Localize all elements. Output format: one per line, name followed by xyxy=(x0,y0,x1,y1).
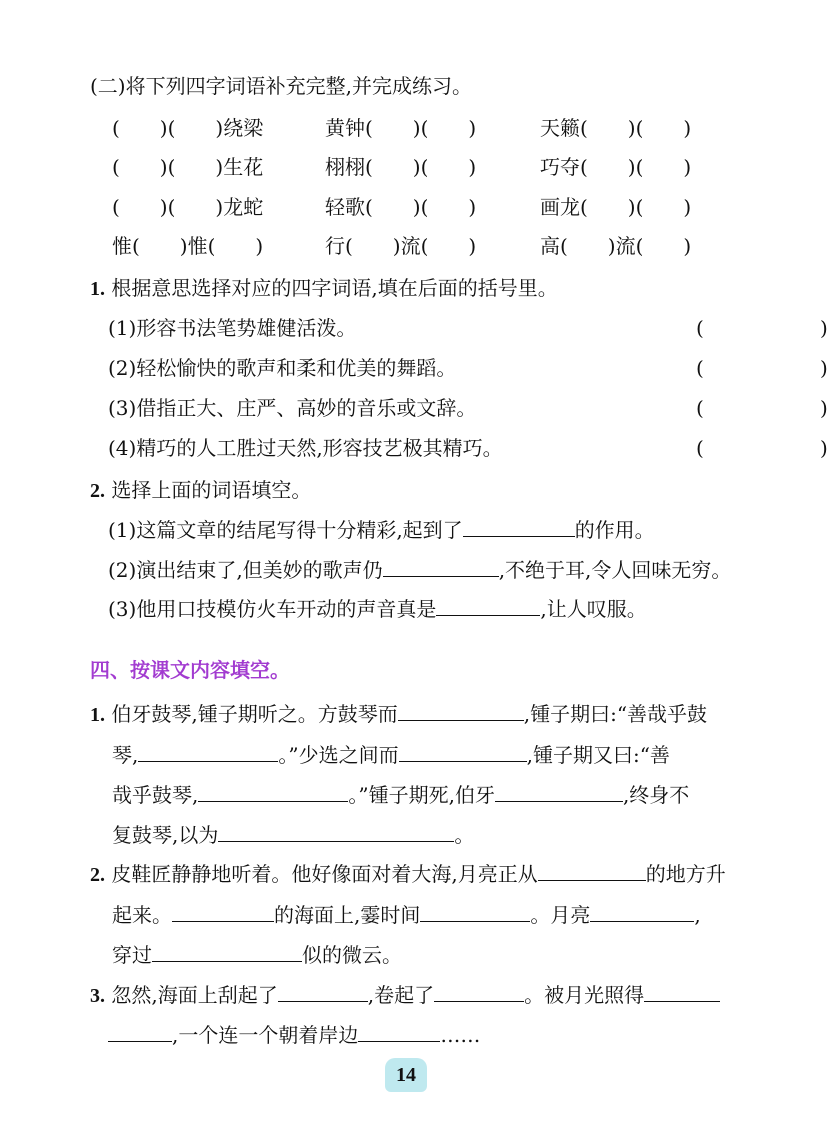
fill-blank[interactable] xyxy=(218,821,454,842)
answer-paren-close: ) xyxy=(820,396,828,420)
sentence-text: ,不绝于耳,令人回味无穷。 xyxy=(498,558,732,582)
passage-text: 。月亮 xyxy=(530,903,591,927)
passage-text: 。 xyxy=(454,823,475,847)
q2-sentence xyxy=(108,516,655,544)
question-number: 1. xyxy=(90,278,105,300)
grid-cell: 行( )流( ) xyxy=(325,234,477,258)
grid-cell: ( )( )绕梁 xyxy=(112,116,264,140)
passage-text: 琴, xyxy=(112,743,139,767)
fill-blank[interactable] xyxy=(399,741,527,762)
fill-blank[interactable] xyxy=(108,1021,172,1042)
q1-item xyxy=(108,434,828,462)
answer-paren-open[interactable]: ( xyxy=(696,316,704,340)
question-number: 1. xyxy=(90,704,105,726)
answer-paren-close: ) xyxy=(820,356,828,380)
fill-blank[interactable] xyxy=(420,901,530,922)
q1-item-text: (2)轻松愉快的歌声和柔和优美的舞蹈。 xyxy=(108,356,457,380)
fill-blank[interactable] xyxy=(152,941,302,962)
grid-cell: 天籁( )( ) xyxy=(540,116,692,140)
fill-blank[interactable] xyxy=(538,860,646,881)
passage-text: ,锺子期曰:“善哉乎鼓 xyxy=(523,702,708,726)
part2-title: (二)将下列四字词语补充完整,并完成练习。 xyxy=(90,74,472,98)
q1-item xyxy=(108,354,828,382)
grid-cell: 巧夺( )( ) xyxy=(540,155,692,179)
passage-text: 的海面上,霎时间 xyxy=(274,903,421,927)
passage-text: ,一个连一个朝着岸边 xyxy=(172,1023,359,1047)
grid-cell: 轻歌( )( ) xyxy=(325,195,477,219)
passage-line xyxy=(108,1021,480,1049)
passage-text: 皮鞋匠静静地听着。他好像面对着大海,月亮正从 xyxy=(111,862,538,886)
passage-text: ,锺子期又曰:“善 xyxy=(526,743,670,767)
q1-item-text: (4)精巧的人工胜过天然,形容技艺极其精巧。 xyxy=(108,436,503,460)
passage-line xyxy=(90,981,720,1010)
question-number: 3. xyxy=(90,985,105,1007)
question-number: 2. xyxy=(90,864,105,886)
q1-item-text: (1)形容书法笔势雄健活泼。 xyxy=(108,316,357,340)
section-heading: 四、按课文内容填空。 xyxy=(90,658,290,682)
q2-sentence xyxy=(108,595,647,623)
grid-cell: 栩栩( )( ) xyxy=(325,155,477,179)
question-text: 选择上面的词语填空。 xyxy=(111,478,312,502)
passage-text: 。”少选之间而 xyxy=(278,743,399,767)
q1-item xyxy=(108,394,828,422)
grid-cell: 画龙( )( ) xyxy=(540,195,692,219)
passage-text: , xyxy=(694,903,701,927)
passage-line xyxy=(90,860,726,889)
passage-text: 哉乎鼓琴, xyxy=(112,783,199,807)
answer-paren-close: ) xyxy=(820,436,828,460)
fill-blank[interactable] xyxy=(495,781,623,802)
passage-text: 。被月光照得 xyxy=(524,983,645,1007)
passage-line xyxy=(112,741,670,769)
passage-line xyxy=(90,700,707,729)
passage-text: 的地方升 xyxy=(645,862,726,886)
sentence-text: ,让人叹服。 xyxy=(540,597,647,621)
sentence-text: (3)他用口技模仿火车开动的声音真是 xyxy=(108,597,437,621)
question-1 xyxy=(90,274,558,303)
passage-text: 穿过 xyxy=(112,943,152,967)
fill-blank[interactable] xyxy=(198,781,348,802)
fill-blank[interactable] xyxy=(644,981,720,1002)
passage-line xyxy=(112,941,402,969)
sentence-text: (1)这篇文章的结尾写得十分精彩,起到了 xyxy=(108,518,463,542)
fill-blank[interactable] xyxy=(278,981,368,1002)
answer-paren-open[interactable]: ( xyxy=(696,396,704,420)
question-text: 根据意思选择对应的四字词语,填在后面的括号里。 xyxy=(111,276,558,300)
passage-text: 。”锺子期死,伯牙 xyxy=(348,783,495,807)
grid-cell: ( )( )生花 xyxy=(112,155,264,179)
fill-blank[interactable] xyxy=(358,1021,440,1042)
passage-text: ,终身不 xyxy=(622,783,690,807)
page-number-badge: 14 xyxy=(385,1058,427,1092)
q2-sentence xyxy=(108,556,731,584)
grid-cell: ( )( )龙蛇 xyxy=(112,195,264,219)
passage-text: ,卷起了 xyxy=(367,983,435,1007)
fill-blank[interactable] xyxy=(138,741,278,762)
passage-line xyxy=(112,901,701,929)
grid-cell: 黄钟( )( ) xyxy=(325,116,477,140)
answer-paren-close: ) xyxy=(820,316,828,340)
question-2 xyxy=(90,476,311,505)
answer-paren-open[interactable]: ( xyxy=(696,436,704,460)
passage-text: 起来。 xyxy=(112,903,172,927)
question-number: 2. xyxy=(90,480,105,502)
fill-blank[interactable] xyxy=(463,516,575,537)
sentence-text: 的作用。 xyxy=(574,518,655,542)
passage-line xyxy=(112,821,474,849)
passage-text: …… xyxy=(440,1023,481,1047)
sentence-text: (2)演出结束了,但美妙的歌声仍 xyxy=(108,558,383,582)
fill-blank[interactable] xyxy=(398,700,524,721)
fill-blank[interactable] xyxy=(172,901,274,922)
fill-blank[interactable] xyxy=(590,901,694,922)
fill-blank[interactable] xyxy=(436,595,540,616)
grid-cell: 惟( )惟( ) xyxy=(112,234,264,258)
passage-text: 复鼓琴,以为 xyxy=(112,823,219,847)
passage-text: 伯牙鼓琴,锺子期听之。方鼓琴而 xyxy=(111,702,398,726)
q1-item-text: (3)借指正大、庄严、高妙的音乐或文辞。 xyxy=(108,396,477,420)
passage-text: 似的微云。 xyxy=(302,943,402,967)
answer-paren-open[interactable]: ( xyxy=(696,356,704,380)
passage-text: 忽然,海面上刮起了 xyxy=(111,983,278,1007)
passage-line xyxy=(112,781,689,809)
grid-cell: 高( )流( ) xyxy=(540,234,692,258)
fill-blank[interactable] xyxy=(383,556,499,577)
fill-blank[interactable] xyxy=(434,981,524,1002)
q1-item xyxy=(108,314,828,342)
